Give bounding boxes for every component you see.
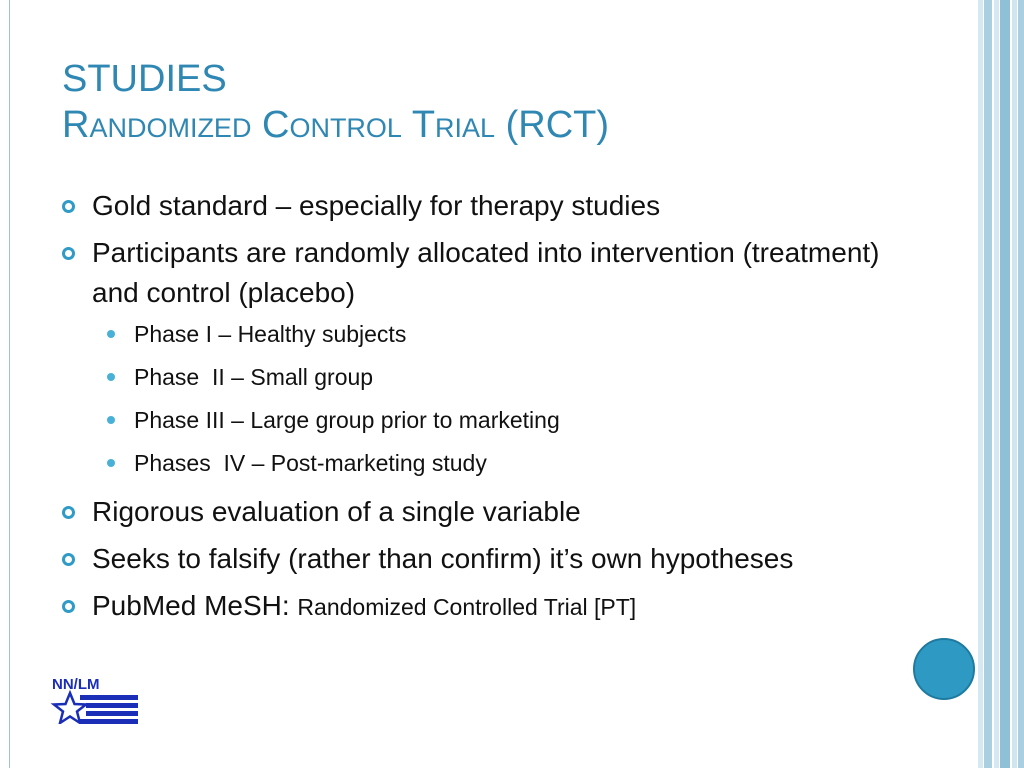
title-line-1: STUDIES: [62, 58, 227, 100]
sub-bullet-text: Phase I – Healthy subjects: [134, 321, 407, 347]
ring-bullet-icon: [62, 600, 75, 613]
ring-bullet-icon: [62, 553, 75, 566]
decorative-circle: [913, 638, 975, 700]
sub-bullet-text: Phase II – Small group: [134, 364, 374, 390]
bullet-rigorous-evaluation: [62, 492, 922, 532]
dot-bullet-icon: [107, 330, 115, 338]
bullet-pubmed-mesh: [62, 586, 922, 627]
dot-bullet-icon: [107, 416, 115, 424]
bullet-text: Participants are randomly allocated into intervention (treatment) and control (placebo): [92, 237, 880, 308]
sub-bullet-phase-1: [62, 320, 922, 349]
dot-bullet-icon: [107, 373, 115, 381]
nnlm-logo-icon: [50, 676, 138, 724]
logo-text: NN/LM: [52, 676, 100, 693]
slide-content: [62, 186, 922, 634]
sub-bullet-phase-2: [62, 363, 922, 392]
bullet-participants: [62, 233, 922, 313]
left-frame-line: [0, 0, 10, 768]
sub-bullet-text: Phases IV – Post-marketing study: [134, 450, 487, 476]
bullet-seeks-to-falsify: [62, 539, 922, 579]
right-decorative-stripes: [978, 0, 1024, 768]
sub-bullet-text: Phase III – Large group prior to marketing: [134, 407, 560, 433]
mesh-term-text: Randomized Controlled Trial [PT]: [297, 594, 637, 620]
sub-bullet-phase-3: [62, 406, 922, 435]
title-line-2: Randomized Control Trial (RCT): [62, 104, 610, 146]
bullet-text: PubMed MeSH:: [92, 590, 298, 621]
ring-bullet-icon: [62, 247, 75, 260]
slide-title: [62, 56, 609, 148]
ring-bullet-icon: [62, 506, 75, 519]
bullet-text: Rigorous evaluation of a single variable: [92, 496, 581, 527]
dot-bullet-icon: [107, 459, 115, 467]
bullet-gold-standard: [62, 186, 922, 226]
sub-bullet-phase-4: [62, 449, 922, 478]
bullet-text: Gold standard – especially for therapy studies: [92, 190, 661, 221]
bullet-text: Seeks to falsify (rather than confirm) it’s own hypotheses: [92, 543, 794, 574]
ring-bullet-icon: [62, 200, 75, 213]
